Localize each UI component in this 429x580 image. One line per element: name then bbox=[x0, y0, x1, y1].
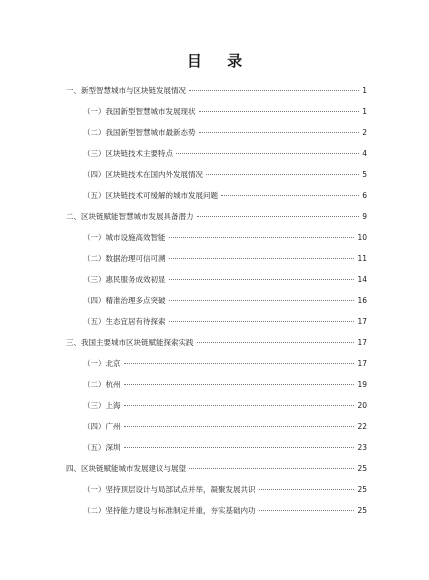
toc-entry[interactable] bbox=[66, 338, 367, 348]
dot-leader bbox=[199, 132, 360, 133]
toc-entry-page: 6 bbox=[362, 191, 367, 200]
toc-entry-page: 25 bbox=[357, 464, 367, 473]
toc-entry-label: （一）城市设施高效智能 bbox=[83, 233, 166, 242]
toc-entry[interactable] bbox=[66, 86, 367, 96]
toc-entry-page: 10 bbox=[357, 233, 367, 242]
toc-entry-label: （五）区块链技术可缓解的城市发展问题 bbox=[83, 191, 218, 200]
toc-entry-label: （一）我国新型智慧城市发展现状 bbox=[83, 107, 196, 116]
toc-entry-page: 2 bbox=[362, 128, 367, 137]
dot-leader bbox=[199, 111, 360, 112]
dot-leader bbox=[169, 321, 355, 322]
toc-entry-page: 23 bbox=[357, 443, 367, 452]
toc-entry[interactable] bbox=[83, 506, 367, 516]
dot-leader bbox=[206, 174, 359, 175]
toc-entry[interactable] bbox=[83, 443, 367, 453]
toc-entry[interactable] bbox=[83, 233, 367, 243]
toc-entry-label: （二）我国新型智慧城市最新态势 bbox=[83, 128, 196, 137]
toc-entry-label: （一）北京 bbox=[83, 359, 121, 368]
toc-entry-label: （四）精准治理多点突破 bbox=[83, 296, 166, 305]
toc-entry[interactable] bbox=[66, 212, 367, 222]
toc-entry[interactable] bbox=[83, 275, 367, 285]
dot-leader bbox=[124, 363, 355, 364]
toc-entry-label: 二、区块链赋能智慧城市发展具备潜力 bbox=[66, 212, 194, 221]
toc-entry-page: 5 bbox=[362, 170, 367, 179]
dot-leader bbox=[169, 279, 355, 280]
toc-entry[interactable] bbox=[83, 485, 367, 495]
dot-leader bbox=[124, 426, 355, 427]
toc-entry-page: 16 bbox=[357, 296, 367, 305]
toc-entry[interactable] bbox=[83, 149, 367, 159]
toc-entry-label: 三、我国主要城市区块链赋能探索实践 bbox=[66, 338, 194, 347]
toc-entry[interactable] bbox=[83, 254, 367, 264]
toc-entry[interactable] bbox=[83, 317, 367, 327]
toc-entry-label: （五）生态宜居有待探索 bbox=[83, 317, 166, 326]
toc-entry[interactable] bbox=[83, 296, 367, 306]
dot-leader bbox=[197, 216, 360, 217]
toc-entry[interactable] bbox=[83, 128, 367, 138]
dot-leader bbox=[259, 489, 355, 490]
dot-leader bbox=[221, 195, 359, 196]
toc-entry[interactable] bbox=[66, 464, 367, 474]
dot-leader bbox=[169, 237, 355, 238]
dot-leader bbox=[176, 153, 359, 154]
toc-entry-page: 9 bbox=[362, 212, 367, 221]
toc-entry-label: 一、新型智慧城市与区块链发展情况 bbox=[66, 86, 186, 95]
toc-entry-page: 1 bbox=[362, 86, 367, 95]
toc-entry-label: （二）坚持能力建设与标准制定并重，夯实基础内功 bbox=[83, 506, 256, 515]
toc-entry-page: 14 bbox=[357, 275, 367, 284]
toc-entry-page: 20 bbox=[357, 401, 367, 410]
toc-entry-page: 17 bbox=[357, 359, 367, 368]
toc-entry-page: 25 bbox=[357, 506, 367, 515]
toc-entry[interactable] bbox=[83, 107, 367, 117]
toc-entry-page: 4 bbox=[362, 149, 367, 158]
toc-entry-label: （一）坚持顶层设计与局部试点并举，凝聚发展共识 bbox=[83, 485, 256, 494]
toc-entry-label: （二）数据治理可信可溯 bbox=[83, 254, 166, 263]
dot-leader bbox=[189, 468, 354, 469]
dot-leader bbox=[124, 447, 355, 448]
toc-entry-label: 四、区块链赋能城市发展建议与展望 bbox=[66, 464, 186, 473]
toc-entry-label: （三）上海 bbox=[83, 401, 121, 410]
toc-entry-label: （三）区块链技术主要特点 bbox=[83, 149, 173, 158]
toc-entry-label: （五）深圳 bbox=[83, 443, 121, 452]
toc-entry-label: （二）杭州 bbox=[83, 380, 121, 389]
toc-entry-page: 17 bbox=[357, 338, 367, 347]
dot-leader bbox=[169, 258, 355, 259]
dot-leader bbox=[259, 510, 355, 511]
toc-entry[interactable] bbox=[83, 359, 367, 369]
toc-entry[interactable] bbox=[83, 422, 367, 432]
dot-leader bbox=[124, 384, 355, 385]
dot-leader bbox=[124, 405, 355, 406]
toc-entry-label: （三）惠民服务成效初显 bbox=[83, 275, 166, 284]
toc-entry-page: 19 bbox=[357, 380, 367, 389]
toc-entry-page: 17 bbox=[357, 317, 367, 326]
toc-entry-page: 1 bbox=[362, 107, 367, 116]
dot-leader bbox=[169, 300, 355, 301]
toc-entry[interactable] bbox=[83, 380, 367, 390]
toc-entry[interactable] bbox=[83, 191, 367, 201]
dot-leader bbox=[189, 90, 359, 91]
dot-leader bbox=[197, 342, 355, 343]
toc-entry[interactable] bbox=[83, 170, 367, 180]
toc-entry[interactable] bbox=[83, 401, 367, 411]
toc-entry-page: 25 bbox=[357, 485, 367, 494]
toc-entry-page: 22 bbox=[357, 422, 367, 431]
toc-entry-label: （四）区块链技术在国内外发展情况 bbox=[83, 170, 203, 179]
page-title: 目 录 bbox=[186, 52, 253, 70]
toc-entry-label: （四）广州 bbox=[83, 422, 121, 431]
toc-entry-page: 11 bbox=[357, 254, 367, 263]
